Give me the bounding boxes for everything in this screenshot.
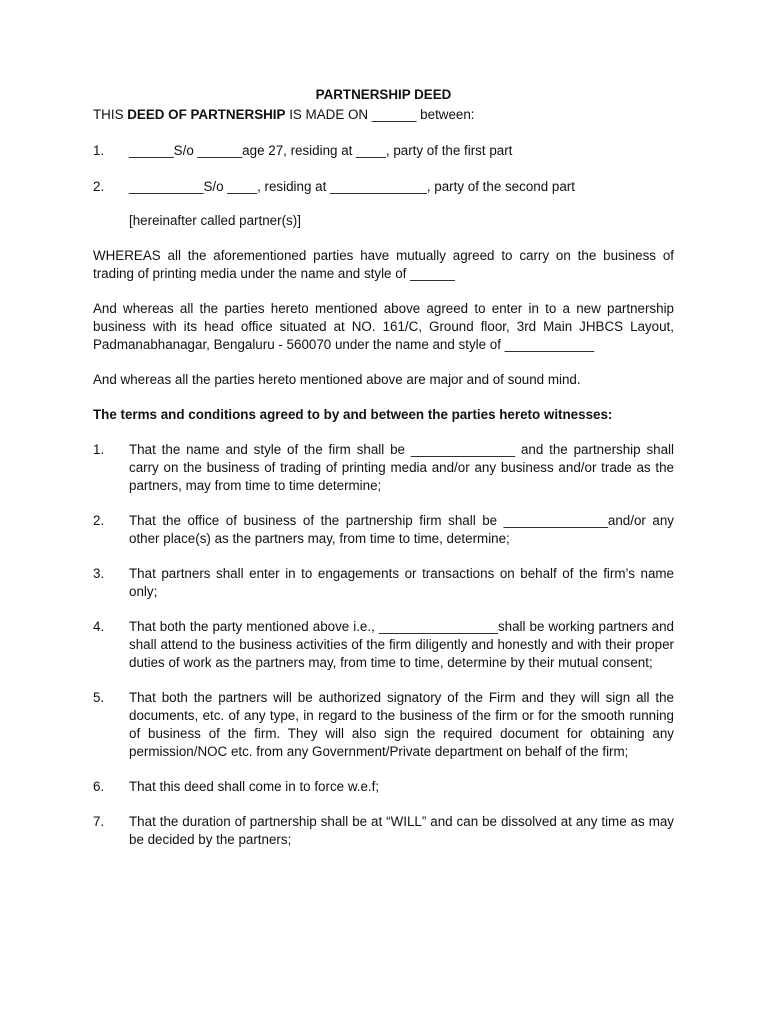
term-1 [93, 441, 674, 495]
term-text: That both the partners will be authorized signatory of the Firm and they will sign all the documents, etc. of any type, in regard to the business of the firm or for the smooth running of business of the firm. They will also sign the required document for obtaining any permission/NOC etc. from any Government/Private department on behalf of the firm; [129, 690, 674, 759]
term-2 [93, 512, 674, 548]
term-4 [93, 618, 674, 672]
party-1 [93, 142, 674, 160]
party-number: 2. [93, 179, 105, 194]
whereas-paragraph-1: WHEREAS all the aforementioned parties have mutually agreed to carry on the business of trading of printing media under the name and style of ______ [93, 248, 674, 281]
term-7 [93, 813, 674, 849]
term-6 [93, 778, 674, 796]
party-text: ______S/o ______age 27, residing at ____, party of the first part [129, 143, 513, 158]
intro-pre: THIS [93, 107, 128, 122]
term-number: 2. [93, 513, 105, 528]
terms-heading: The terms and conditions agreed to by and between the parties hereto witnesses: [93, 407, 613, 422]
term-text: That both the party mentioned above i.e., ________________shall be working partners and shall attend to the business activities of the firm diligently and honestly and with their proper duties of work as the partners may, from time to time, determine by their mutual consent; [129, 619, 674, 670]
term-number: 1. [93, 442, 105, 457]
term-number: 3. [93, 566, 105, 581]
term-number: 5. [93, 690, 105, 705]
term-number: 6. [93, 779, 105, 794]
term-3 [93, 565, 674, 601]
intro-line [93, 106, 674, 124]
intro-bold: DEED OF PARTNERSHIP [127, 107, 286, 122]
term-text: That partners shall enter in to engagements or transactions on behalf of the firm’s name only; [129, 566, 674, 599]
term-text: That the office of business of the partnership firm shall be ______________and/or any other place(s) as the partners may, from time to time, determine; [129, 513, 674, 546]
document-title: PARTNERSHIP DEED [315, 87, 452, 102]
party-text: __________S/o ____, residing at _____________, party of the second part [129, 179, 575, 194]
term-number: 7. [93, 814, 105, 829]
whereas-paragraph-3: And whereas all the parties hereto mentioned above are major and of sound mind. [93, 372, 581, 387]
party-number: 1. [93, 143, 105, 158]
term-number: 4. [93, 619, 105, 634]
document-page [93, 86, 674, 849]
intro-post: IS MADE ON ______ between: [285, 107, 475, 122]
term-text: That the name and style of the firm shall be ______________ and the partnership shall carry on the business of trading of printing media and/or any business and/or trade as the partners, may from time to time determine; [129, 442, 674, 493]
hereinafter-note: [hereinafter called partner(s)] [129, 213, 301, 228]
whereas-paragraph-2: And whereas all the parties hereto mentioned above agreed to enter in to a new partnership business with its head office situated at NO. 161/C, Ground floor, 3rd Main JHBCS Layout, Padmanabhanagar, Bengaluru - 560070 under the name and style of ____________ [93, 301, 674, 352]
term-5 [93, 689, 674, 761]
term-text: That the duration of partnership shall be at “WILL” and can be dissolved at any time as may be decided by the partners; [129, 814, 674, 847]
term-text: That this deed shall come in to force w.e.f; [129, 779, 380, 794]
party-2 [93, 178, 674, 196]
